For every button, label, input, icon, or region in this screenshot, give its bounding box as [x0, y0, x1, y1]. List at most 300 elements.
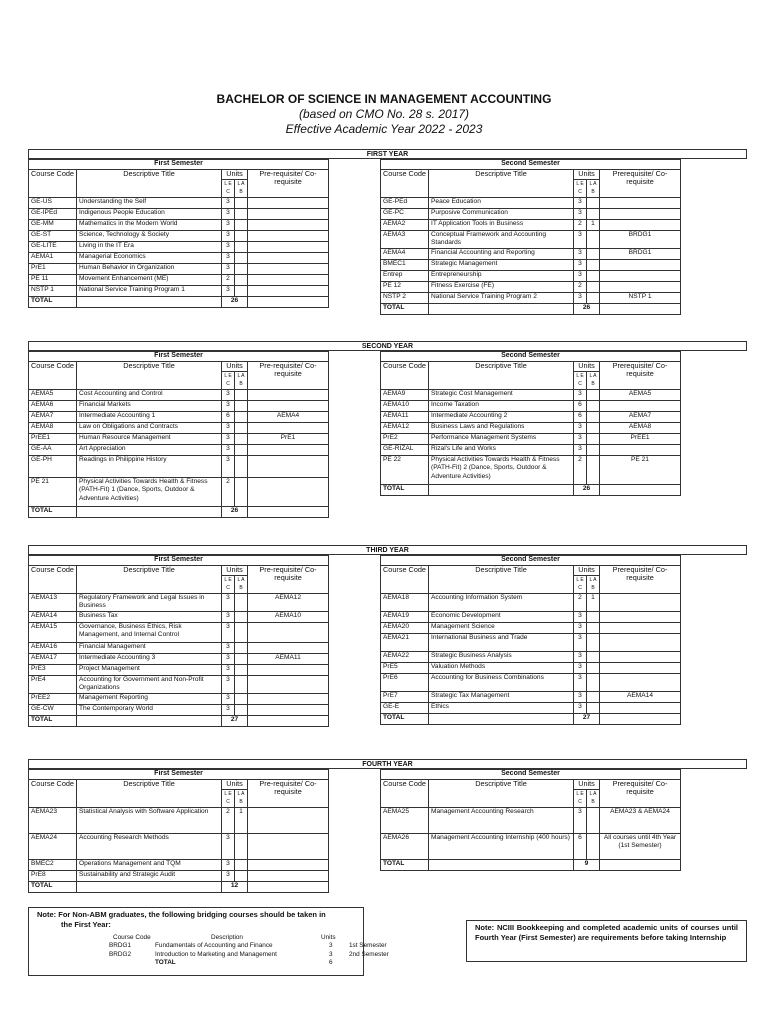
course-code: GE-PC [381, 208, 429, 219]
course-row [29, 664, 329, 675]
lab-units [235, 411, 248, 422]
col-lab: L A B [587, 790, 600, 808]
course-row [381, 292, 681, 303]
course-title: Management Science [429, 622, 574, 633]
lab-units [587, 400, 600, 411]
lab-units [235, 664, 248, 675]
lab-units [235, 455, 248, 477]
col-units: Units [574, 566, 600, 576]
course-title: Business Tax [77, 611, 222, 622]
course-code: AEMA8 [29, 422, 77, 433]
lab-units [235, 219, 248, 230]
lec-units: 3 [574, 807, 587, 833]
lab-units [235, 230, 248, 241]
course-title: Living in the IT Era [77, 241, 222, 252]
course-title: Sustainability and Strategic Audit [77, 870, 222, 881]
course-title: Statistical Analysis with Software Application [77, 807, 222, 833]
total-row [381, 484, 681, 495]
document-header [0, 92, 768, 137]
prerequisite [600, 611, 681, 622]
course-title: Strategic Tax Management [429, 691, 574, 702]
course-code: NSTP 2 [381, 292, 429, 303]
course-code: GE-LITE [29, 241, 77, 252]
course-code: AEMA15 [29, 622, 77, 642]
semester-heading: Second Semester [381, 352, 681, 362]
prerequisite [248, 664, 329, 675]
course-code: Entrep [381, 270, 429, 281]
total-label: TOTAL [29, 296, 77, 307]
lec-units: 3 [222, 455, 235, 477]
lec-units: 3 [222, 611, 235, 622]
course-title: IT Application Tools in Business [429, 219, 574, 230]
course-row [29, 859, 329, 870]
effective-year: Effective Academic Year 2022 - 2023 [285, 122, 483, 136]
lec-units: 2 [222, 477, 235, 506]
lab-units [235, 859, 248, 870]
course-code: PE 11 [29, 274, 77, 285]
first-semester-table [28, 769, 329, 893]
lec-units: 3 [222, 230, 235, 241]
col-lec: L E C [222, 180, 235, 198]
total-units: 26 [222, 506, 248, 517]
course-title: Readings in Philippine History [77, 455, 222, 477]
prerequisite [600, 259, 681, 270]
bridging-note-line1: Note: For Non-ABM graduates, the following bridging courses should be taken in [37, 910, 326, 919]
lab-units [587, 662, 600, 673]
total-units: 26 [574, 303, 600, 314]
prerequisite [248, 642, 329, 653]
prerequisite [248, 241, 329, 252]
lec-units: 3 [222, 642, 235, 653]
prerequisite [248, 219, 329, 230]
course-title: Cost Accounting and Control [77, 389, 222, 400]
course-title: Management Reporting [77, 693, 222, 704]
lec-units: 3 [222, 263, 235, 274]
course-code: PrEE2 [29, 693, 77, 704]
col-prerequisite: Pre-requisite/ Co-requisite [248, 362, 329, 390]
course-title: Conceptual Framework and Accounting Standards [429, 230, 574, 248]
prerequisite [600, 270, 681, 281]
course-code: GE-ST [29, 230, 77, 241]
course-row [381, 593, 681, 611]
prerequisite [248, 444, 329, 455]
lec-units: 3 [574, 433, 587, 444]
col-lab: L A B [235, 790, 248, 808]
lab-units [235, 653, 248, 664]
prerequisite: AEMA14 [600, 691, 681, 702]
prerequisite [248, 675, 329, 693]
course-row [381, 455, 681, 484]
prerequisite [248, 285, 329, 296]
lab-units [235, 241, 248, 252]
lec-units: 3 [574, 259, 587, 270]
course-code: AEMA4 [381, 248, 429, 259]
col-prerequisite: Pre-requisite/ Co-requisite [248, 566, 329, 594]
lab-units [235, 197, 248, 208]
course-title: Strategic Cost Management [429, 389, 574, 400]
col-lab: L A B [235, 180, 248, 198]
course-title: Science, Technology & Society [77, 230, 222, 241]
course-row [29, 455, 329, 477]
total-row [29, 881, 329, 892]
lab-units [235, 208, 248, 219]
lec-units: 3 [222, 219, 235, 230]
total-label: TOTAL [381, 303, 429, 314]
course-row [381, 444, 681, 455]
col-descriptive-title: Descriptive Title [77, 170, 222, 198]
course-row [381, 833, 681, 859]
prerequisite: AEMA5 [600, 389, 681, 400]
lab-units [587, 411, 600, 422]
program-title: BACHELOR OF SCIENCE IN MANAGEMENT ACCOUNTING [216, 92, 552, 106]
course-title: Financial Management [77, 642, 222, 653]
prerequisite [248, 693, 329, 704]
col-prerequisite: Prerequisite/ Co-requisite [600, 780, 681, 808]
lec-units: 3 [574, 633, 587, 651]
semester-heading: Second Semester [381, 160, 681, 170]
cmo-reference: (based on CMO No. 28 s. 2017) [298, 107, 470, 121]
course-code: AEMA20 [381, 622, 429, 633]
lab-units [235, 400, 248, 411]
course-code: PrE2 [381, 433, 429, 444]
course-title: The Contemporary World [77, 704, 222, 715]
lec-units: 3 [574, 691, 587, 702]
course-code: AEMA7 [29, 411, 77, 422]
prerequisite [600, 197, 681, 208]
lab-units [235, 622, 248, 642]
course-row [29, 422, 329, 433]
course-code: AEMA23 [29, 807, 77, 833]
total-row [29, 715, 329, 726]
lab-units [587, 611, 600, 622]
bridging-note: Note: For Non-ABM graduates, the following bridging courses should be taken in the First Year: Course Code Description Units BRDG1 Fundamentals of Accounting and Finance 3 1st Semester BRDG2 Introduction to Marketing and Management 3 2nd Semester TOTAL 6 [28, 907, 364, 976]
course-title: Understanding the Self [77, 197, 222, 208]
course-title: Regulatory Framework and Legal Issues in Business [77, 593, 222, 611]
lab-units [235, 252, 248, 263]
prerequisite [248, 230, 329, 241]
course-code: GE-IPEd [29, 208, 77, 219]
lab-units [587, 270, 600, 281]
course-row [29, 411, 329, 422]
col-course-code: Course Code [381, 362, 429, 390]
course-code: AEMA16 [29, 642, 77, 653]
course-title: Human Resource Management [77, 433, 222, 444]
total-label: TOTAL [29, 881, 77, 892]
prerequisite [248, 859, 329, 870]
col-lec: L E C [222, 576, 235, 594]
course-title: Management Accounting Research [429, 807, 574, 833]
total-row [381, 303, 681, 314]
lab-units [235, 263, 248, 274]
lab-units [587, 633, 600, 651]
course-row [381, 400, 681, 411]
col-descriptive-title: Descriptive Title [429, 566, 574, 594]
course-row [381, 611, 681, 622]
course-code: GE-PEd [381, 197, 429, 208]
col-lab: L A B [587, 576, 600, 594]
total-units: 26 [222, 296, 248, 307]
course-code: PrEE1 [29, 433, 77, 444]
col-course-code: Course Code [29, 566, 77, 594]
prerequisite: AEMA12 [248, 593, 329, 611]
lec-units: 3 [222, 422, 235, 433]
semester-heading: First Semester [29, 352, 329, 362]
prerequisite [600, 633, 681, 651]
course-title: Entrepreneurship [429, 270, 574, 281]
course-title: Accounting for Business Combinations [429, 673, 574, 691]
prerequisite: AEMA8 [600, 422, 681, 433]
col-descriptive-title: Descriptive Title [77, 780, 222, 808]
col-prerequisite: Pre-requisite/ Co-requisite [248, 780, 329, 808]
lec-units: 2 [222, 274, 235, 285]
first-semester-table [28, 351, 329, 518]
course-code: AEMA17 [29, 653, 77, 664]
col-lec: L E C [574, 372, 587, 390]
lab-units [587, 807, 600, 833]
course-row [29, 219, 329, 230]
course-row [381, 691, 681, 702]
lab-units [235, 477, 248, 506]
second-semester-table [380, 555, 681, 725]
course-row [29, 653, 329, 664]
prerequisite [248, 622, 329, 642]
lec-units: 3 [222, 389, 235, 400]
lab-units [235, 389, 248, 400]
prerequisite [600, 702, 681, 713]
lec-units: 3 [574, 248, 587, 259]
course-title: Financial Markets [77, 400, 222, 411]
course-row [381, 219, 681, 230]
lab-units [235, 675, 248, 693]
course-code: PrE1 [29, 263, 77, 274]
col-descriptive-title: Descriptive Title [77, 362, 222, 390]
lec-units: 3 [574, 270, 587, 281]
total-label: TOTAL [381, 484, 429, 495]
course-row [381, 270, 681, 281]
col-units: Units [574, 780, 600, 790]
course-row [381, 281, 681, 292]
bridging-col-code: Course Code [113, 934, 151, 941]
lec-units: 3 [222, 622, 235, 642]
course-code: GE-RIZAL [381, 444, 429, 455]
second-semester-table [380, 769, 681, 871]
lec-units: 3 [222, 833, 235, 859]
year-heading: SECOND YEAR [28, 341, 747, 351]
col-course-code: Course Code [381, 566, 429, 594]
course-row [29, 389, 329, 400]
col-units: Units [574, 362, 600, 372]
course-row [29, 285, 329, 296]
course-title: Movement Enhancement (ME) [77, 274, 222, 285]
course-title: Business Laws and Regulations [429, 422, 574, 433]
course-row [381, 633, 681, 651]
course-code: AEMA24 [29, 833, 77, 859]
lab-units: 1 [587, 593, 600, 611]
total-label: TOTAL [29, 715, 77, 726]
course-title: Intermediate Accounting 1 [77, 411, 222, 422]
course-row [29, 197, 329, 208]
year-heading: THIRD YEAR [28, 545, 747, 555]
col-lab: L A B [587, 372, 600, 390]
course-row [381, 389, 681, 400]
col-course-code: Course Code [29, 362, 77, 390]
lec-units: 3 [574, 292, 587, 303]
lec-units: 3 [222, 593, 235, 611]
prerequisite [248, 263, 329, 274]
course-row [29, 230, 329, 241]
course-row [381, 230, 681, 248]
lec-units: 6 [574, 411, 587, 422]
prerequisite [248, 252, 329, 263]
course-row [381, 807, 681, 833]
lec-units: 3 [222, 285, 235, 296]
semester-heading: First Semester [29, 770, 329, 780]
prerequisite: AEMA23 & AEMA24 [600, 807, 681, 833]
total-units: 9 [574, 859, 600, 870]
lec-units: 2 [574, 281, 587, 292]
lec-units: 3 [574, 208, 587, 219]
course-code: PrE6 [381, 673, 429, 691]
lab-units: 1 [235, 807, 248, 833]
total-label: TOTAL [29, 506, 77, 517]
total-row [29, 296, 329, 307]
lab-units [235, 870, 248, 881]
col-course-code: Course Code [381, 170, 429, 198]
course-title: Financial Accounting and Reporting [429, 248, 574, 259]
course-row [29, 807, 329, 833]
course-row [381, 197, 681, 208]
prerequisite [600, 662, 681, 673]
lab-units [587, 833, 600, 859]
lec-units: 3 [574, 673, 587, 691]
prerequisite [248, 477, 329, 506]
total-label: TOTAL [381, 713, 429, 724]
course-row [381, 673, 681, 691]
lec-units: 3 [574, 422, 587, 433]
lab-units [587, 230, 600, 248]
lab-units [587, 281, 600, 292]
course-row [29, 263, 329, 274]
lec-units: 6 [574, 400, 587, 411]
course-row [29, 611, 329, 622]
col-course-code: Course Code [381, 780, 429, 808]
course-title: Physical Activities Towards Health & Fitness (PATH-Fit) 2 (Dance, Sports, Outdoor & Adventure Activities) [429, 455, 574, 484]
prerequisite [248, 197, 329, 208]
course-code: AEMA6 [29, 400, 77, 411]
course-code: AEMA26 [381, 833, 429, 859]
course-title: Management Accounting Internship (400 hours) [429, 833, 574, 859]
course-title: Operations Management and TQM [77, 859, 222, 870]
lec-units: 6 [222, 411, 235, 422]
lab-units [235, 444, 248, 455]
prerequisite [600, 673, 681, 691]
col-lec: L E C [222, 372, 235, 390]
course-title: Art Appreciation [77, 444, 222, 455]
internship-note: Note: NCIII Bookkeeping and completed academic units of courses until Fourth Year (First Semester) are requirements before taking Internship [466, 920, 747, 962]
course-code: BMEC2 [29, 859, 77, 870]
prerequisite [248, 422, 329, 433]
lec-units: 2 [222, 807, 235, 833]
lec-units: 3 [222, 870, 235, 881]
lab-units [587, 292, 600, 303]
lab-units [587, 455, 600, 484]
prerequisite: PE 21 [600, 455, 681, 484]
col-prerequisite: Prerequisite/ Co-requisite [600, 362, 681, 390]
col-descriptive-title: Descriptive Title [77, 566, 222, 594]
course-row [381, 651, 681, 662]
lab-units [587, 433, 600, 444]
prerequisite [248, 807, 329, 833]
course-code: PrE7 [381, 691, 429, 702]
lab-units [587, 208, 600, 219]
course-code: GE-AA [29, 444, 77, 455]
course-code: PE 21 [29, 477, 77, 506]
course-code: GE-US [29, 197, 77, 208]
lab-units [235, 593, 248, 611]
prerequisite [600, 281, 681, 292]
course-title: Project Management [77, 664, 222, 675]
course-title: Peace Education [429, 197, 574, 208]
course-row [381, 422, 681, 433]
course-title: Purposive Communication [429, 208, 574, 219]
bridging-col-desc: Description [211, 934, 243, 941]
col-lec: L E C [574, 180, 587, 198]
lec-units: 3 [574, 622, 587, 633]
col-prerequisite: Prerequisite/ Co-requisite [600, 566, 681, 594]
lab-units [587, 673, 600, 691]
semester-heading: Second Semester [381, 556, 681, 566]
course-row [29, 675, 329, 693]
prerequisite [600, 622, 681, 633]
lec-units: 3 [222, 653, 235, 664]
course-title: Intermediate Accounting 2 [429, 411, 574, 422]
lec-units: 3 [222, 444, 235, 455]
course-row [29, 477, 329, 506]
course-title: Accounting Research Methods [77, 833, 222, 859]
course-code: PrE4 [29, 675, 77, 693]
lec-units: 3 [222, 208, 235, 219]
lec-units: 3 [222, 241, 235, 252]
prerequisite: AEMA10 [248, 611, 329, 622]
first-semester-table [28, 159, 329, 308]
second-semester-table [380, 351, 681, 496]
prerequisite: BRDG1 [600, 230, 681, 248]
lec-units: 3 [574, 444, 587, 455]
prerequisite [248, 455, 329, 477]
course-title: Strategic Business Analysis [429, 651, 574, 662]
course-row [381, 433, 681, 444]
lab-units [587, 422, 600, 433]
prerequisite [600, 444, 681, 455]
course-code: AEMA5 [29, 389, 77, 400]
course-title: Income Taxation [429, 400, 574, 411]
lab-units [587, 248, 600, 259]
course-code: PE 12 [381, 281, 429, 292]
total-units: 26 [574, 484, 600, 495]
course-title: Performance Management Systems [429, 433, 574, 444]
course-code: AEMA19 [381, 611, 429, 622]
semester-heading: First Semester [29, 556, 329, 566]
col-lab: L A B [235, 576, 248, 594]
col-units: Units [574, 170, 600, 180]
course-row [29, 593, 329, 611]
course-row [29, 252, 329, 263]
prerequisite: NSTP 1 [600, 292, 681, 303]
course-title: Fitness Exercise (FE) [429, 281, 574, 292]
lec-units: 3 [222, 400, 235, 411]
lab-units [235, 285, 248, 296]
course-code: PE 22 [381, 455, 429, 484]
